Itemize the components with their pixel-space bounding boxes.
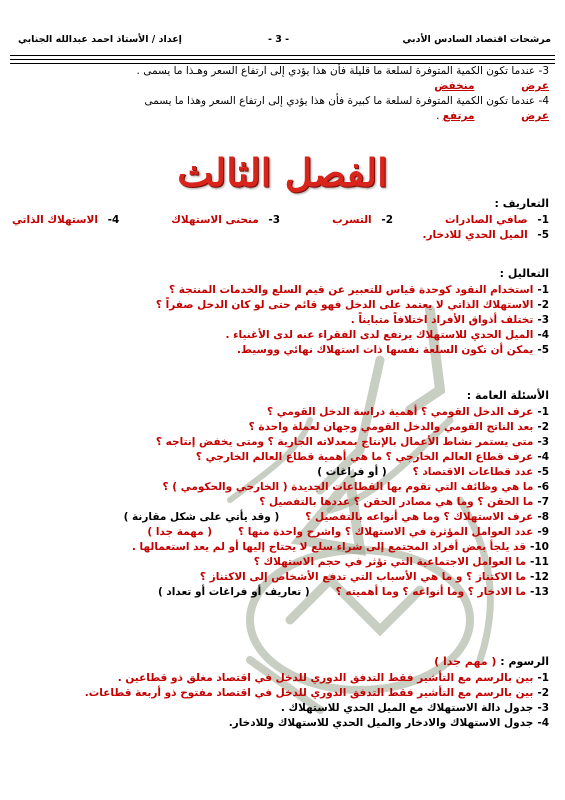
list-item: 3-متى يستمر نشاط الأعمال بالإنتاج بمعدلاته الجارية ؟ ومتى يخفض إنتاجه ؟ — [155, 436, 549, 448]
header-rule — [10, 55, 555, 56]
section-note: ( مهم جدا ) — [434, 655, 497, 668]
answer-word: منخفض — [434, 80, 475, 92]
item-note: ( تعاريف أو فراغات أو تعداد ) — [157, 586, 310, 598]
definitions-row — [11, 213, 549, 228]
list-item: 4-جدول الاستهلاك والادخار والميل الحدي للاستهلاك وللادخار. — [228, 717, 549, 729]
definition-item: 5- الميل الحدي للادخار. — [422, 229, 549, 241]
list-item: 13-ما الادخار ؟ وما أنواعه ؟ وما أهميته ؟( تعاريف أو فراغات أو تعداد ) — [157, 586, 549, 598]
header-rule — [10, 59, 555, 60]
intro-block — [20, 64, 549, 124]
intro-line: 4- عندما تكون الكمية المتوفرة لسلعة ما كبيرة فأن هذا يؤدي إلى ارتفاع السعر وهذا ما يسمى — [144, 95, 549, 107]
list-item: 2-الاستهلاك الذاتي لا يعتمد على الدخل فهو قائم حتى لو كان الدخل صفراً ؟ — [155, 299, 549, 311]
definition-item: 4- الاستهلاك الذاتي — [11, 214, 120, 226]
definition-item: 2- التسرب — [332, 214, 393, 226]
list-item: 1-بين بالرسم مع التأشير فقط التدفق الدوري للدخل في اقتصاد مغلق ذو قطاعين . — [117, 672, 549, 684]
list-item: 4-عرف قطاع العالم الخارجي ؟ ما هي أهمية قطاع العالم الخارجي ؟ — [195, 451, 549, 463]
list-item: 3-جدول دالة الاستهلاك مع الميل الحدي للاستهلاك . — [280, 702, 549, 714]
list-item: 8-عرف الاستهلاك ؟ وما هي أنواعه بالتفصيل ؟( وقد يأتي على شكل مقارنة ) — [123, 511, 549, 523]
item-note: ( وقد يأتي على شكل مقارنة ) — [123, 511, 280, 523]
list-item: 6-ما هي وظائف التي تقوم بها القطاعات الجديدة ( الخارجي والحكومي ) ؟ — [162, 481, 549, 493]
list-item: 1-عرف الدخل القومي ؟ أهمية دراسة الدخل القومي ؟ — [266, 406, 549, 418]
list-item: 11-ما العوامل الاجتماعية التي تؤثر في حجم الاستهلاك ؟ — [253, 556, 549, 568]
item-note: ( أو فراغات ) — [317, 466, 387, 478]
chapter-title: الفصل الثالث — [177, 150, 388, 195]
section-title: الأسئلة العامة : — [466, 389, 549, 402]
answer-word: مرتفع — [442, 110, 475, 122]
questions-section — [14, 388, 549, 600]
intro-answer-line — [20, 109, 549, 124]
answer-word: عرض — [521, 80, 549, 92]
header-course-title: مرشحات اقتصاد السادس الأدبي — [402, 34, 551, 45]
page-header — [18, 34, 551, 50]
list-item: 1-استخدام النقود كوحدة قياس للتعبير عن قيم السلع والخدمات المنتجة ؟ — [169, 284, 549, 296]
list-item: 9-عدد العوامل المؤثرة في الاستهلاك ؟ واشرح واحدة منها ؟( مهمة جدا ) — [147, 526, 549, 538]
header-author: إعداد / الأستاذ احمد عبدالله الجنابي — [18, 34, 182, 45]
list-item: 5-يمكن أن تكون السلعة نفسها ذات استهلاك نهائي ووسيط. — [236, 344, 549, 356]
intro-line: 3- عندما تكون الكمية المتوفرة لسلعة ما قليلة فأن هذا يؤدي إلى ارتفاع السعر وهـذا ما يسمى . — [136, 65, 549, 77]
list-item: 10-قد يلجأ بعض أفراد المجتمع إلى شراء سلع لا يحتاج إليها أو لم يعد استعمالها . — [131, 541, 549, 553]
definition-item: 1- صافي الصادرات — [445, 214, 549, 226]
list-item: 2-بعد الناتج القومي والدخل القومي وجهان لعملة واحدة ؟ — [248, 421, 549, 433]
reasons-section — [14, 266, 549, 358]
list-item: 5-عدد قطاعات الاقتصاد ؟( أو فراغات ) — [317, 466, 549, 478]
header-page-number: - 3 - — [268, 34, 290, 45]
answer-word: عرض — [521, 110, 549, 122]
intro-answer-line — [20, 79, 549, 94]
definitions-row — [14, 228, 549, 243]
list-item: 4-الميل الحدي للاستهلاك يرتفع لدى الفقراء عنه لدى الأغنياء . — [225, 329, 549, 341]
period: . — [436, 110, 440, 122]
definitions-section — [11, 196, 549, 243]
list-item: 3-تختلف أذواق الأفراد اختلافاً متبايناً . — [350, 314, 549, 326]
section-title: التعاريف : — [494, 197, 549, 210]
list-item: 2-بين بالرسم مع التأشير فقط التدفق الدوري للدخل في اقتصاد مفتوح ذو أربعة قطاعات. — [84, 687, 549, 699]
drawings-section — [14, 654, 549, 731]
item-note: ( مهمة جدا ) — [147, 526, 213, 538]
section-title: التعاليل : — [499, 267, 549, 280]
list-item: 12-ما الاكتناز ؟ و ما هي الأسباب التي تدفع الأشخاص إلى الاكتناز ؟ — [199, 571, 549, 583]
definition-item: 3- منحنى الاستهلاك — [171, 214, 281, 226]
section-title: الرسوم : ( مهم جدا ) — [434, 655, 549, 668]
list-item: 7-ما الحقن ؟ وما هي مصادر الحقن ؟ عددها بالتفصيل ؟ — [259, 496, 549, 508]
